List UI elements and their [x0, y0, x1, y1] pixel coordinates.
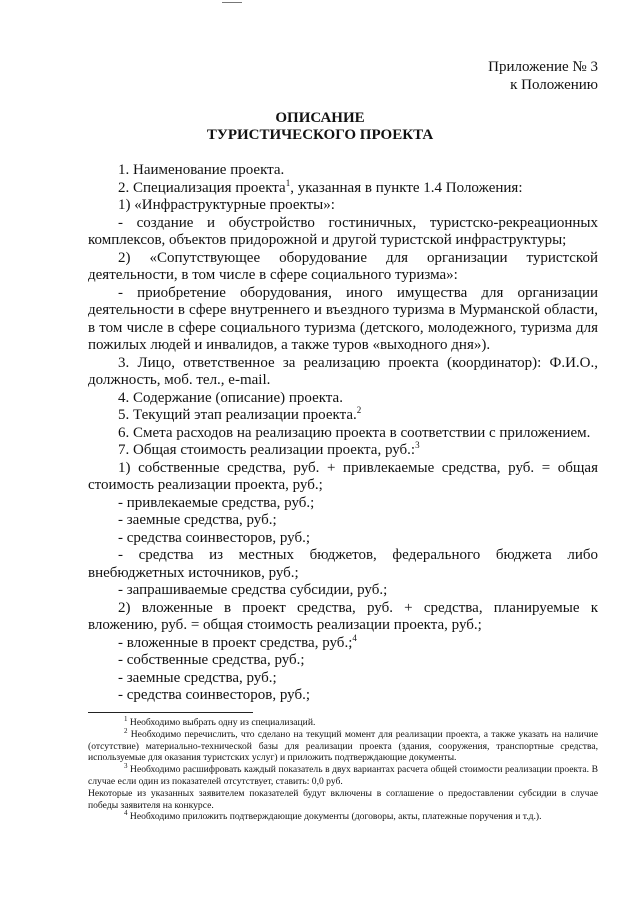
item-7-2-b: - собственные средства, руб.; — [118, 652, 305, 668]
item-7-2-c: - заемные средства, руб.; — [118, 669, 277, 686]
item-2-text-cont: , указанная в пункте 1.4 Положения: — [290, 179, 523, 196]
footnotes — [88, 714, 598, 823]
footnote-3-marker: 3 — [124, 762, 128, 770]
item-7-2: 2) вложенные в проект средства, руб. + средства, планируемые к вложению, руб. = общая стоимость реализации проекта, руб.; — [88, 599, 598, 633]
item-4: 4. Содержание (описание) проекта. — [118, 389, 343, 406]
item-7-2-a-text: - вложенные в проект средства, руб.; — [118, 634, 353, 651]
item-7-2-d: - средства соинвесторов, руб.; — [118, 687, 310, 703]
footnote-4-marker: 4 — [124, 809, 128, 818]
item-7-1: 1) собственные средства, руб. + привлекаемые средства, руб. = общая стоимость реализации проекта, руб.; — [88, 459, 598, 493]
item-2-2-detail: - приобретение оборудования, иного имущества для организации деятельности в сфере внутреннего и въездного туризма в Мурманской области, в том числе в сфере социального туризма (детского, молодежного, туризма для пожилых людей и инвалидов, а также туров «выходного дня»). — [88, 284, 598, 353]
item-2-text: 2. Специализация проекта — [118, 179, 286, 196]
top-mark — [222, 2, 242, 3]
footnote-2-text: Необходимо перечислить, что сделано на текущий момент для реализации проекта, а также указать на наличие (отсутствие) материально-технической базы для реализации проекта (здания, сооружения, транспортные средства, используемые для оказания туристских услуг) и приложить подтверждающие документы. — [88, 728, 598, 764]
title-line-1: ОПИСАНИЕ — [275, 110, 365, 126]
document-body — [88, 162, 598, 705]
item-6: 6. Смета расходов на реализацию проекта в соответствии с приложением. — [118, 424, 591, 441]
footnote-ref-2: 2 — [356, 405, 362, 415]
footnote-divider — [88, 712, 253, 713]
item-7-2-a — [88, 632, 598, 653]
item-7-1-c: - средства соинвесторов, руб.; — [118, 529, 310, 546]
item-7-1-b: - заемные средства, руб.; — [118, 512, 277, 528]
footnote-4-text: Необходимо приложить подтверждающие документы (договоры, акты, платежные поручения и т.д.). — [127, 811, 542, 823]
item-2 — [88, 177, 598, 198]
item-1: 1. Наименование проекта. — [118, 162, 285, 178]
footnote-1-marker: 1 — [124, 714, 128, 723]
item-2-2: 2) «Сопутствующее оборудование для организации туристской деятельности, в том числе в сфере социального туризма»: — [88, 249, 598, 283]
footnote-3-continuation: Некоторые из указанных заявителем показателей будут включены в соглашение о предоставлении субсидии в случае победы заявителя на конкурсе. — [88, 787, 598, 811]
appendix-reference: к Положению — [510, 77, 598, 93]
footnote-3-text: Необходимо расшифровать каждый показатель в двух вариантах расчета общей стоимости реализации проекта. В случае если один из показателей отсутствует, ставить: 0,0 руб. — [88, 764, 598, 787]
footnote-ref-1: 1 — [285, 177, 291, 188]
footnote-4 — [88, 811, 598, 823]
item-5-text: 5. Текущий этап реализации проекта. — [118, 407, 357, 423]
item-5 — [88, 407, 598, 425]
footnote-2 — [88, 726, 598, 764]
item-7-1-a: - привлекаемые средства, руб.; — [118, 494, 315, 511]
item-7-1-d: - средства из местных бюджетов, федерального бюджета либо внебюджетных источников, руб.; — [88, 547, 598, 581]
footnote-ref-4: 4 — [352, 632, 357, 643]
item-7 — [88, 442, 598, 460]
footnote-ref-3: 3 — [415, 440, 420, 450]
item-7-text: 7. Общая стоимость реализации проекта, руб.: — [118, 442, 416, 458]
item-2-1: 1) «Инфраструктурные проекты»: — [118, 197, 335, 213]
item-3: 3. Лицо, ответственное за реализацию проекта (координатор): Ф.И.О., должность, моб. тел., e-mail. — [88, 354, 598, 388]
document-title — [0, 110, 640, 144]
item-7-1-e: - запрашиваемые средства субсидии, руб.; — [118, 582, 388, 598]
footnote-1 — [88, 714, 598, 729]
footnote-2-marker: 2 — [124, 726, 128, 735]
footnote-1-text: Необходимо выбрать одну из специализаций. — [127, 717, 316, 728]
item-2-1-detail: - создание и обустройство гостиничных, туристско-рекреационных комплексов, объектов придорожной и другой туристской инфраструктуры; — [88, 214, 598, 248]
appendix-number: Приложение № 3 — [488, 59, 598, 75]
appendix-header — [488, 58, 598, 94]
title-line-2: ТУРИСТИЧЕСКОГО ПРОЕКТА — [206, 127, 434, 143]
footnote-3 — [88, 764, 598, 788]
